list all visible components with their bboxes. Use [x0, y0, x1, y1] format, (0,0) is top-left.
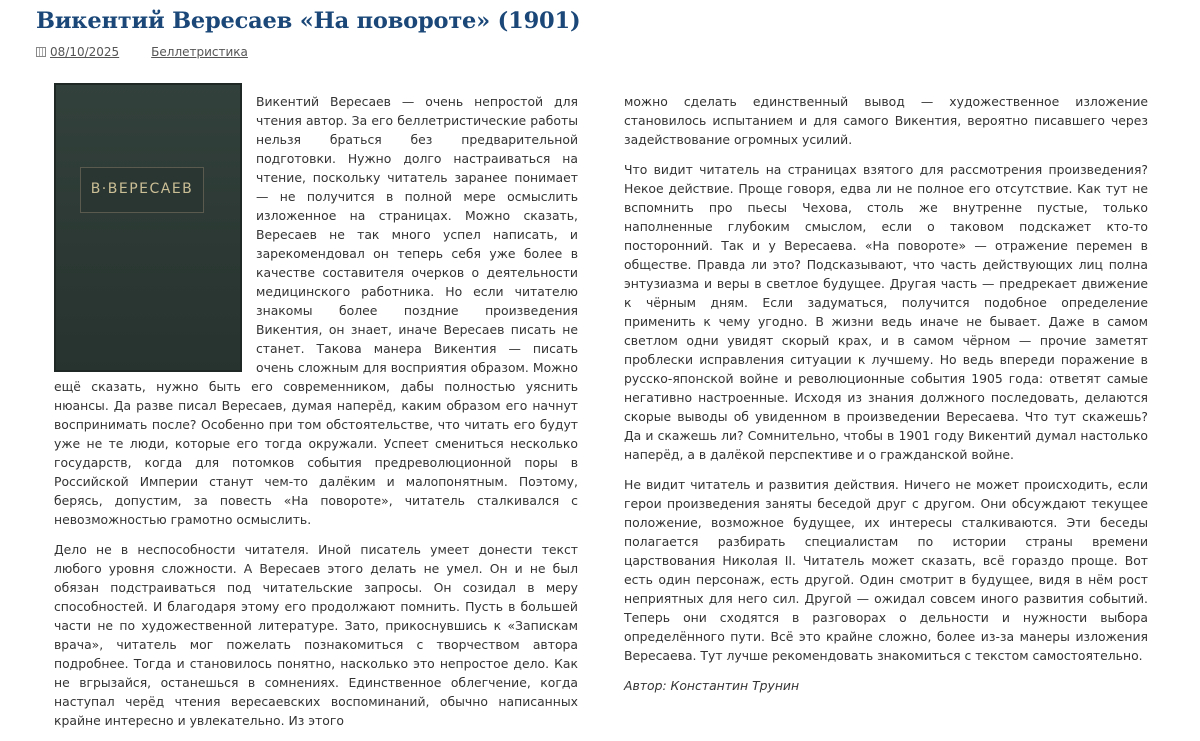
article-column-left [54, 92, 578, 741]
book-cover-image [54, 83, 242, 372]
cover-label-plate [80, 167, 204, 213]
calendar-icon [36, 47, 46, 57]
paragraph: Что видит читатель на страницах взятого для рассмотрения произведения? Некое действие. Проще говоря, едва ли не полное его отсутствие. Как тут не вспомнить про пьесы Чехова, столь же внутренне пустые, только наполненные глубоким смыслом, если о таковом подскажет кто-то посторонний. Так и у Вересаева. «На повороте» — отражение перемен в обществе. Правда ли это? Подсказывают, что часть действующих лиц полна энтузиазма и веры в светлое будущее. Другая часть — предрекает движение к чёрным дням. Если задуматься, получится подобное определение применить к чему угодно. В жизни ведь иначе не бывает. Даже в самом светлом одни увидят скорый крах, и в самом чёрном — прочие заметят проблески исправления ситуации к лучшему. Но ведь впереди поражение в русско-японской войне и революционные события 1905 года: ответят самые негативно настроенные. Исходя из знания должного последовать, делаются скорые выводы об увиденном в произведении Вересаева. Что тут скажешь? Да и скажешь ли? Сомнительно, чтобы в 1901 году Викентий думал настолько наперёд, а в далёкой перспективе и о гражданской войне. [624, 162, 1148, 462]
paragraph: Викентий Вересаев — очень непростой для чтения автор. За его беллетристические работы нельзя браться без предварительной подготовки. Нужно долго настраиваться на чтение, поскольку читатель заранее понимает — не получится в полной мере осмыслить изложенное на страницах. Можно сказать, Вересаев не так много успел написать, и зарекомендовал он теперь себя уже более в качестве составителя очерков о деятельности медицинского работника. Но если читателю знакомы более поздние произведения Викентия, он знает, иначе Вересаев писать не станет. Такова манера Викентия — писать очень сложным для восприятия образом. Можно ещё сказать, нужно быть его современником, дабы полностью уяснить нюансы. Да разве писал Вересаев, думая наперёд, каким образом его начнут воспринимать после? Особенно при том обстоятельстве, что читать его будут уже не те люди, которые его тогда окружали. Успеет смениться несколько государств, когда для потомков события предреволюционной поры в Российской Империи станут чем-то далёким и малопонятным. Поэтому, берясь, допустим, за повесть «На повороте», читатель сталкивался с невозможностью грамотно осмыслить. [54, 94, 578, 527]
paragraph: Дело не в неспособности читателя. Иной писатель умеет донести текст любого уровня сложности. А Вересаев этого делать не умел. Он и не был обязан подстраиваться под читательские запросы. Он созидал в меру способностей. И благодаря этому его продолжают помнить. Пусть в большей части не по художественной литературе. Зато, прикоснувшись к «Запискам врача», читатель мог пожелать познакомиться с творчеством автора подробнее. Тогда и становилось понятно, насколько это непростое дело. Как не вгрызайся, останешься в сомнениях. Единственное облегчение, когда наступал черёд чтения вересаевских воспоминаний, обычно написанных крайне интересно и увлекательно. Из этого [54, 542, 578, 728]
page-title: Викентий Вересаев «На повороте» (1901) [36, 8, 581, 34]
paragraph: Не видит читатель и развития действия. Ничего не может происходить, если герои произведения заняты беседой друг с другом. Они обсуждают текущее положение, возможное будущее, их интересы сталкиваются. Эти беседы полагается разбирать специалистам по истории страны времени царствования Николая II. Читатель может сказать, всё гораздо проще. Вот есть один персонаж, есть другой. Один смотрит в будущее, видя в нём рост неприятных для него сил. Другой — ожидал совсем иного развития событий. Теперь они сходятся в разговорах о дельности и нужности выбора определённого пути. Всё это крайне сложно, более из-за манеры изложения Вересаева. Тут лучше рекомендовать знакомиться с текстом самостоятельно. [624, 477, 1148, 663]
author-credit: Автор: Константин Трунин [624, 678, 800, 693]
post-date-link[interactable]: 08/10/2025 [50, 45, 120, 59]
article-column-right [624, 92, 1148, 706]
category-link[interactable]: Беллетристика [151, 45, 248, 59]
cover-label: В·ВЕРЕСАЕВ [90, 181, 194, 197]
paragraph: можно сделать единственный вывод — художественное изложение становилось испытанием и для самого Викентия, вероятно писавшего через задействование огромных усилий. [624, 94, 1148, 147]
post-meta [36, 45, 248, 59]
